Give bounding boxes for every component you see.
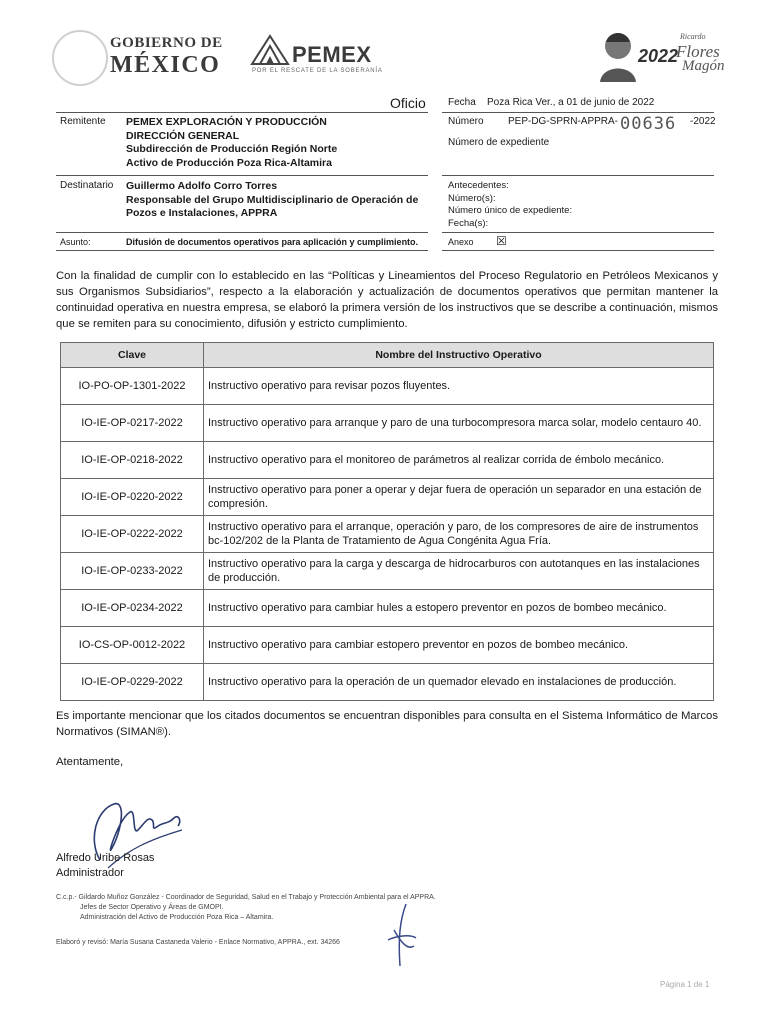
expediente-label: Número de expediente (448, 137, 550, 148)
destinatario-label: Destinatario (60, 180, 114, 191)
table-row (61, 442, 714, 479)
nombre-cell: Instructivo operativo para cambiar hules a estopero preventor en pozos de bombeo mecánico. (204, 590, 714, 627)
antecedentes-line: Fecha(s): (448, 217, 489, 229)
numero-label: Número (448, 116, 484, 127)
clave-cell: IO-IE-OP-0220-2022 (61, 479, 204, 516)
table-header-row (61, 343, 714, 368)
clave-cell: IO-PO-OP-1301-2022 (61, 368, 204, 405)
nombre-cell: Instructivo operativo para el arranque, operación y paro, de los compresores de aire de instrumentos bc-102/202 de la Planta de Tratamiento de Agua Congénita Agua Fría. (204, 516, 714, 553)
table-row (61, 516, 714, 553)
nombre-cell: Instructivo operativo para arranque y paro de una turbocompresora marca solar, modelo centauro 40. (204, 405, 714, 442)
fecha-value: Poza Rica Ver., a 01 de junio de 2022 (487, 97, 655, 108)
year-name-small: Ricardo (680, 32, 706, 41)
anexo-rule (442, 250, 714, 251)
ccp-line: Administración del Activo de Producción Poza Rica – Altamira. (80, 914, 274, 921)
table-row (61, 405, 714, 442)
elaboro-line: Elaboró y revisó: María Susana Castaneda Valerio - Enlace Normativo, APPRA., ext. 34266 (56, 939, 340, 946)
fecha-rule (442, 112, 714, 113)
gobierno-de-mexico-logo (110, 36, 223, 77)
col-header-clave: Clave (61, 343, 204, 368)
signer-title: Administrador (56, 867, 124, 879)
page-number: Página 1 de 1 (660, 980, 710, 989)
numero-rule (442, 175, 714, 176)
remitente-line: DIRECCIÓN GENERAL (126, 129, 240, 142)
clave-cell: IO-CS-OP-0012-2022 (61, 627, 204, 664)
year-name-1: Flores (676, 42, 720, 61)
antecedentes-line: Número(s): (448, 192, 496, 204)
destinatario-block (126, 180, 426, 221)
antecedentes-line: Antecedentes: (448, 180, 509, 191)
remitente-block (126, 116, 337, 170)
numero-stamp: 00636 (620, 114, 677, 134)
pemex-logo-text: PEMEX (292, 42, 372, 67)
clave-cell: IO-IE-OP-0217-2022 (61, 405, 204, 442)
antecedentes-block (448, 180, 572, 230)
destinatario-rule (56, 232, 428, 233)
ccp-line: Jefes de Sector Operativo y Áreas de GMOPI. (80, 904, 224, 911)
table-row (61, 627, 714, 664)
asunto-value: Difusión de documentos operativos para aplicación y cumplimiento. (126, 237, 419, 247)
oficio-title: Oficio (390, 95, 426, 111)
nombre-cell: Instructivo operativo para el monitoreo de parámetros al realizar corrida de émbolo mecánico. (204, 442, 714, 479)
nombre-cell: Instructivo operativo para cambiar estopero preventor en pozos de bombeo mecánico. (204, 627, 714, 664)
nombre-cell: Instructivo operativo para la operación de un quemador elevado en instalaciones de producción. (204, 664, 714, 701)
fecha-label: Fecha (448, 97, 476, 108)
closing-paragraph: Es importante mencionar que los citados documentos se encuentran disponibles para consulta en el Sistema Informático de Marcos Normativos (SIMAN®). (56, 710, 718, 738)
pemex-tagline: POR EL RESCATE DE LA SOBERANÍA (252, 68, 383, 74)
table-row (61, 590, 714, 627)
anexo-checkbox: ☒ (496, 234, 507, 248)
clave-cell: IO-IE-OP-0233-2022 (61, 553, 204, 590)
instructivos-table (60, 342, 714, 701)
atentamente: Atentamente, (56, 756, 124, 768)
asunto-rule (56, 250, 428, 251)
pemex-eagle-icon (250, 34, 290, 66)
destinatario-line: Guillermo Adolfo Corro Torres (126, 180, 278, 192)
antecedentes-line: Número único de expediente: (448, 205, 573, 216)
year-name-2: Magón (682, 58, 725, 74)
remitente-rule (56, 175, 428, 176)
ccp-line: C.c.p.- Gildardo Muñoz González - Coordinador de Seguridad, Salud en el Trabajo y Protección Ambiental para el APPRA. (56, 894, 436, 901)
gob-line2: MÉXICO (110, 52, 221, 78)
remitente-label: Remitente (60, 116, 106, 127)
numero-value: PEP-DG-SPRN-APPRA- (508, 116, 619, 127)
nombre-cell: Instructivo operativo para poner a operar y dejar fuera de operación un separador en una estación de compresión. (204, 479, 714, 516)
intro-paragraph: Con la finalidad de cumplir con lo establecido en las “Políticas y Lineamientos del Proceso Regulatorio en Petróleos Mexicanos y sus Organismos Subsidiarios”, respecto a la elaboración y actualización de documentos operativos que permitan mantener la continuidad operativa en nuestra empresa, se elaboró la primera versión de los instructivos que se describe a continuación, mismos que se remiten para su conocimiento, difusión y estricto cumplimiento. (56, 270, 718, 330)
gob-line1: GOBIERNO DE (110, 35, 223, 51)
antecedentes-rule (442, 232, 714, 233)
table-row (61, 479, 714, 516)
destinatario-line: Responsable del Grupo Multidisciplinario de Operación de (126, 193, 419, 206)
clave-cell: IO-IE-OP-0229-2022 (61, 664, 204, 701)
anexo-label: Anexo (448, 237, 474, 247)
nombre-cell: Instructivo operativo para revisar pozos fluyentes. (204, 368, 714, 405)
header-rule (56, 112, 428, 113)
nombre-cell: Instructivo operativo para la carga y descarga de hidrocarburos con autotanques en las instalaciones de producción. (204, 553, 714, 590)
remitente-line: PEMEX EXPLORACIÓN Y PRODUCCIÓN (126, 116, 327, 128)
table-row (61, 553, 714, 590)
col-header-nombre: Nombre del Instructivo Operativo (204, 343, 714, 368)
table-row (61, 664, 714, 701)
clave-cell: IO-IE-OP-0218-2022 (61, 442, 204, 479)
clave-cell: IO-IE-OP-0222-2022 (61, 516, 204, 553)
signer-name: Alfredo Uribe Rosas (56, 852, 155, 864)
clave-cell: IO-IE-OP-0234-2022 (61, 590, 204, 627)
national-seal-icon (52, 30, 108, 86)
numero-year: -2022 (690, 116, 716, 127)
table-row (61, 368, 714, 405)
destinatario-line: Pozos e Instalaciones, APPRA (126, 207, 278, 219)
year-logo: 2022 (638, 46, 679, 66)
remitente-line: Activo de Producción Poza Rica-Altamira (126, 156, 332, 169)
remitente-line: Subdirección de Producción Región Norte (126, 143, 338, 155)
initials-signature (380, 900, 420, 970)
asunto-label: Asunto: (60, 237, 91, 247)
